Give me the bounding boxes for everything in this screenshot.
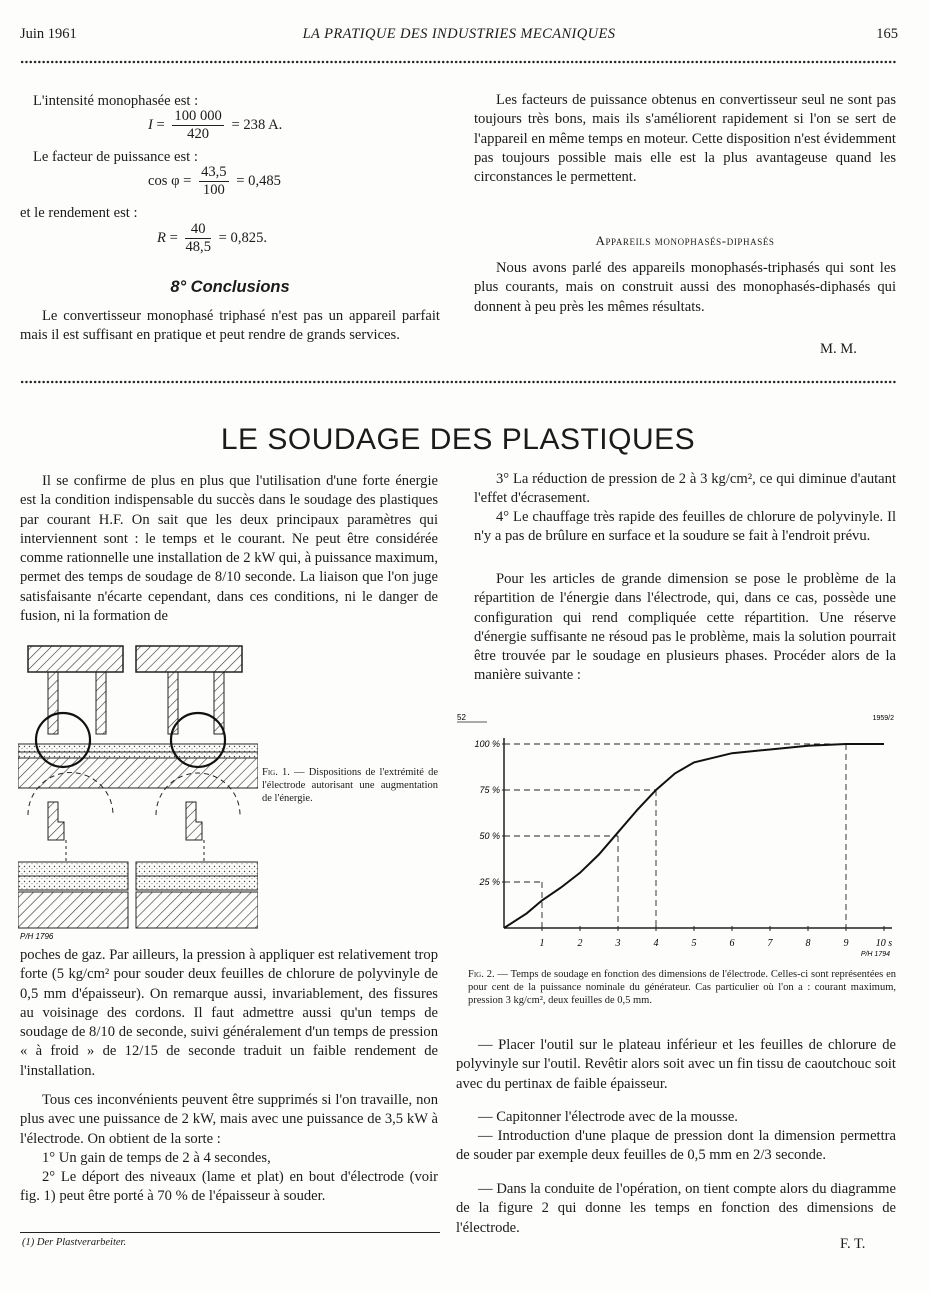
list-item-3: 3° La réduction de pression de 2 à 3 kg/cm², ce qui diminue d'autant l'effet d'écrasement. xyxy=(474,471,896,507)
x-tick-label: 7 xyxy=(767,938,773,949)
eq-result: = 0,825. xyxy=(218,229,268,246)
equation-power-factor: cos φ = $\frac{43,5}{100}$ = 0,485 xyxy=(148,164,281,198)
figure-2-caption-text: — Temps de soudage en fonction des dimensions de l'électrode. Celles-ci sont représentées en pour cent de la puissance nominale du générateur. Cas particulier où l'on a : courant maximum, pression 3 kg/cm², deux feuilles de 0,5 mm. xyxy=(468,969,897,1006)
x-tick-label: 1 xyxy=(539,938,545,949)
article-paragraph-2: poches de gaz. Par ailleurs, la pression à appliquer est relativement trop forte (5 kg/cm² pour souder deux feuilles de chlorure de polyvinyle de 0,5 mm d'épaisseur). On remarque aussi, invariablement, des fissures au voisinage des cordons. Il faut admettre aussi qu'un temps de soudage de 8/10 de seconde, suivi généralement d'un temps de pression « à froid » de 12/15 de seconde traduit un faible rendement de l'installation. xyxy=(20,947,438,1079)
y-tick-label: 50 % xyxy=(479,831,500,841)
right-paragraph-article: Pour les articles de grande dimension se pose le problème de la répartition de l'énergie dans l'électrode, qui, dans ce cas, possède une configuration qui rend compliquée cette répartition. Une réserve d'énergie suffisante ne résoud pas le problème, mais la solution pourrait être trouvée par le soudage en plusieurs phases. Procéder alors de la manière suivante : xyxy=(474,571,896,684)
intensity-label: L'intensité monophasée est : xyxy=(33,93,199,109)
figure-2-caption xyxy=(468,968,896,1007)
eq-numerator: 43,5 xyxy=(201,164,227,180)
article-paragraph-3: Tous ces inconvénients peuvent être supprimés si l'on travaille, non plus avec une puissance de 2 kW, mais avec une puissance de 3,5 kW à l'électrode. On obtient de la sorte : xyxy=(20,1092,438,1147)
figure-1-caption xyxy=(262,766,438,805)
list-item-4: 4° Le chauffage très rapide des feuilles de chlorure de polyvinyle. Il n'y a pas de brûlure en surface et la soudure se fait à l'endroit prévu. xyxy=(474,509,896,545)
y-tick-label: 100 % xyxy=(474,739,500,749)
figure-2-label: Fig. 2. xyxy=(468,969,495,980)
y-tick-label: 25 % xyxy=(479,877,500,887)
issue-date: Juin 1961 xyxy=(20,26,77,42)
x-tick-label: 2 xyxy=(577,938,583,949)
eq-result: = 238 A. xyxy=(231,116,283,133)
footnote-rule xyxy=(20,1232,440,1233)
article-signature: F. T. xyxy=(840,1236,866,1252)
x-tick-label: 4 xyxy=(653,938,659,949)
eq-lhs: I xyxy=(148,116,153,133)
figure-1-label: Fig. 1. xyxy=(262,767,290,778)
equation-intensity: I = $\frac{100 000}{420}$ = 238 A. xyxy=(148,108,283,142)
dotted-rule xyxy=(20,60,896,64)
eq-lhs: R xyxy=(157,229,166,246)
instruction-2: — Capitonner l'électrode avec de la mousse. xyxy=(478,1109,738,1125)
eq-denominator: 48,5 xyxy=(185,239,211,255)
eq-denominator: 420 xyxy=(187,126,210,142)
journal-title: LA PRATIQUE DES INDUSTRIES MECANIQUES xyxy=(302,26,616,42)
footnote: (1) Der Plastverarbeiter. xyxy=(22,1237,127,1248)
x-tick-label: 8 xyxy=(805,938,811,949)
figure-2-chart xyxy=(452,708,902,966)
x-tick-label: 3 xyxy=(615,938,621,949)
conclusion-text: Le convertisseur monophasé triphasé n'est pas un appareil parfait mais il est suffisant en pratique et peut rendre de grands services. xyxy=(20,308,440,344)
list-item-2: 2° Le déport des niveaux (lame et plat) en bout d'électrode (voir fig. 1) peut être porté à 70 % de l'épaisseur à souder. xyxy=(20,1169,438,1205)
eq-numerator: 100 000 xyxy=(174,108,222,124)
x-tick-label: 10 s xyxy=(875,938,893,949)
equation-efficiency: R = $\frac{40}{48,5}$ = 0,825. xyxy=(157,221,268,255)
page-number: 165 xyxy=(876,26,898,42)
chart-top-left-mark: 52 xyxy=(457,713,466,722)
running-header xyxy=(20,26,898,48)
y-tick-label: 75 % xyxy=(479,785,500,795)
section-heading: 8° Conclusions xyxy=(170,278,290,296)
eq-result: = 0,485 xyxy=(236,172,281,189)
eq-numerator: 40 xyxy=(185,221,211,239)
eq-lhs: cos φ xyxy=(148,172,180,189)
subheading: Appareils monophasés-diphasés xyxy=(595,233,775,248)
dotted-rule xyxy=(20,380,896,384)
series-line xyxy=(504,744,884,928)
instruction-4: — Dans la conduite de l'opération, on tient compte alors du diagramme de la figure 2 qui donne les temps en fonction des dimensions de l'électrode. xyxy=(456,1181,896,1236)
list-item-1: 1° Un gain de temps de 2 à 4 secondes, xyxy=(42,1150,271,1166)
power-factor-label: Le facteur de puissance est : xyxy=(33,149,198,165)
x-tick-label: 6 xyxy=(729,938,735,949)
instruction-3: — Introduction d'une plaque de pression dont la dimension permettra de souder par exemple deux feuilles de 0,5 mm en 2/3 seconde. xyxy=(456,1128,896,1164)
right-paragraph-2: Nous avons parlé des appareils monophasés-triphasés qui sont les plus courants, mais on construit aussi des monophasés-diphasés qui donnent à peu près les mêmes résultats. xyxy=(474,260,896,315)
figure-1-caption-text: — Dispositions de l'extrémité de l'électrode autorisant une augmentation de l'énergie. xyxy=(262,767,438,804)
efficiency-label: et le rendement est : xyxy=(20,205,138,221)
x-tick-label: 9 xyxy=(843,938,849,949)
right-paragraph: Les facteurs de puissance obtenus en convertisseur seul ne sont pas toujours très bons, mais ils s'améliorent rapidement si l'on se sert de l'appareil en même temps en moteur. Cette disposition n'est évidemment pas toujours possible mais elle est la plus avantageuse quand les circonstances le permettent. xyxy=(474,92,896,186)
signature: M. M. xyxy=(820,341,857,357)
chart-top-right-mark: 1959/2 xyxy=(872,715,894,722)
eq-denominator: 100 xyxy=(202,182,225,198)
instruction-1: — Placer l'outil sur le plateau inférieur et les feuilles de chlorure de polyvinyle sur l'outil. Revêtir alors soit avec un fin tissu de caoutchouc soit avec du pertinax de faible épaisseur. xyxy=(456,1037,896,1092)
article-title: LE SOUDAGE DES PLASTIQUES xyxy=(220,423,696,456)
figure-1-electrode-drawing xyxy=(18,640,258,945)
x-tick-label: 5 xyxy=(691,938,697,949)
article-intro: Il se confirme de plus en plus que l'utilisation d'une forte énergie est la condition indispensable du succès dans le soudage des plastiques par courant H.F. On sait que les deux principaux paramètres qui interviennent sont : le temps et le courant. Ne peut être considérée comme rationnelle une installation de 2 kW qui, à puissance maximum, permet des temps de soudage de 8/10 seconde. La liaison que l'on juge satisfaisante n'écarte cependant, dans ces conditions, ni le danger de fusion, ni la formation de xyxy=(20,473,438,625)
chart-code: P/H 1794 xyxy=(860,951,890,958)
figure-1-code: P/H 1796 xyxy=(20,932,54,941)
